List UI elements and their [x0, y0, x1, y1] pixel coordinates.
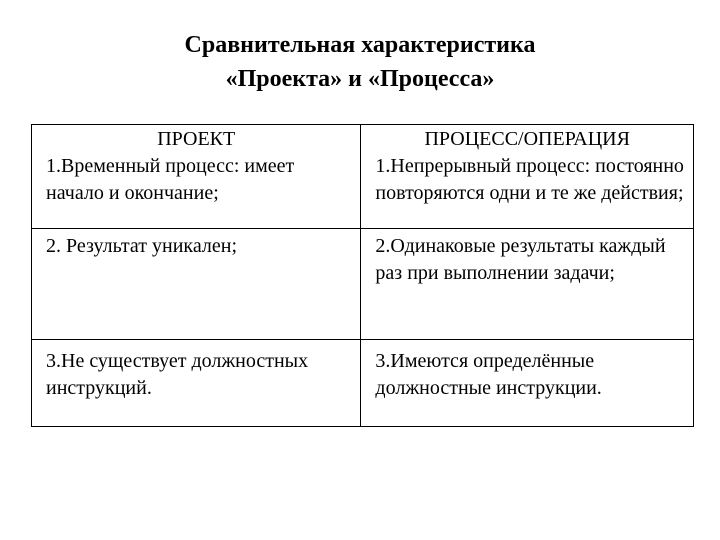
table-row [32, 125, 694, 229]
table-cell-process [361, 125, 694, 229]
process-row-1-text: 1.Непрерывный процесс: постоянно повторяются одни и те же действия; [375, 155, 684, 204]
column-header-project: ПРОЕКТ [157, 128, 236, 150]
process-row-2-text: 2.Одинаковые результаты каждый раз при выполнении задачи; [375, 235, 666, 284]
table-row [32, 340, 694, 427]
table-row [32, 229, 694, 340]
table-cell-project [32, 125, 361, 229]
column-header-process: ПРОЦЕСС/ОПЕРАЦИЯ [424, 128, 630, 150]
comparison-table [31, 124, 694, 427]
project-row-1-text: 1.Временный процесс: имеет начало и окончание; [46, 155, 295, 204]
page-title [0, 28, 720, 96]
page-title-line-1: Сравнительная характеристика [184, 32, 536, 58]
table-cell-process [361, 340, 694, 427]
project-row-3-text: 3.Не существует должностных инструкций. [46, 350, 309, 399]
table-cell-project [32, 340, 361, 427]
project-row-2-text: 2. Результат уникален; [46, 235, 237, 257]
table-cell-process [361, 229, 694, 340]
page-title-line-2: «Проекта» и «Процесса» [225, 66, 495, 92]
table-cell-project [32, 229, 361, 340]
process-row-3-text: 3.Имеются определённые должностные инструкции. [375, 350, 602, 399]
